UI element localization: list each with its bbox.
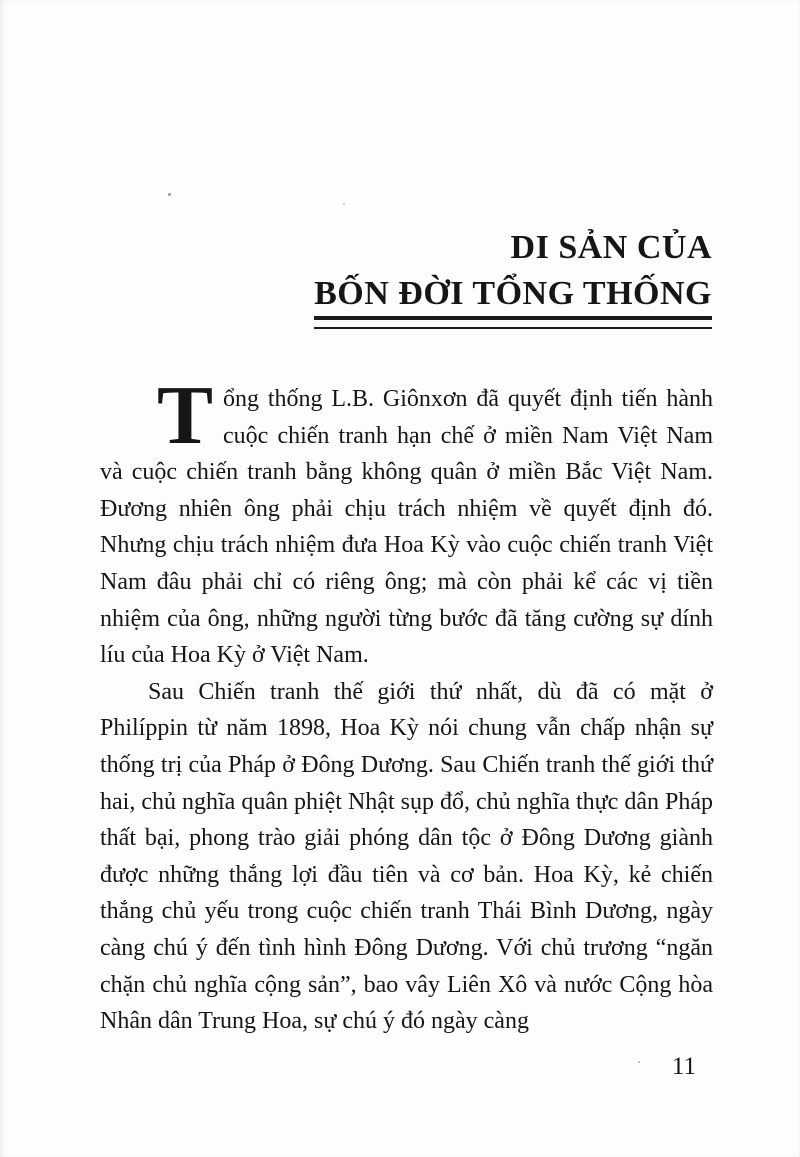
chapter-header — [0, 0, 800, 329]
scan-speck — [343, 203, 345, 205]
chapter-title-line-2-wrap — [314, 274, 712, 329]
page-number: 11 — [671, 1053, 696, 1080]
scan-speck — [168, 193, 171, 196]
paragraph-1 — [100, 369, 713, 674]
chapter-title-line-2: BỐN ĐỜI TỔNG THỐNG — [314, 275, 712, 312]
chapter-title-line-1: DI SẢN CỦA — [510, 229, 712, 266]
title-underline-rule — [314, 316, 712, 329]
scan-speck — [638, 1061, 640, 1063]
paragraph-1-text: ổng thống L.B. Giônxơn đã quyết định tiến hành cuộc chiến tranh hạn chế ở miền Nam Việt Nam và cuộc chiến tranh bằng không quân ở miền Bắc Việt Nam. Đương nhiên ông phải chịu trách nhiệm về quyết định đó. Nhưng chịu trách nhiệm đưa Hoa Kỳ vào cuộc chiến tranh Việt Nam đâu phải chỉ có riêng ông; mà còn phải kể các vị tiền nhiệm của ông, những người từng bước đã tăng cường sự dính líu của Hoa Kỳ ở Việt Nam. — [100, 386, 713, 669]
drop-cap-letter: T — [157, 369, 214, 462]
page-body — [100, 369, 713, 1040]
paragraph-2: Sau Chiến tranh thế giới thứ nhất, dù đã có mặt ở Philíppin từ năm 1898, Hoa Kỳ nói chung vẫn chấp nhận sự thống trị của Pháp ở Đông Dương. Sau Chiến tranh thế giới thứ hai, chủ nghĩa quân phiệt Nhật sụp đổ, chủ nghĩa thực dân Pháp thất bại, phong trào giải phóng dân tộc ở Đông Dương giành được những thắng lợi đầu tiên và cơ bản. Hoa Kỳ, kẻ chiến thắng chủ yếu trong cuộc chiến tranh Thái Bình Dương, ngày càng chú ý đến tình hình Đông Dương. Với chủ trương “ngăn chặn chủ nghĩa cộng sản”, bao vây Liên Xô và nước Cộng hòa Nhân dân Trung Hoa, sự chú ý đó ngày càng — [100, 678, 713, 1035]
